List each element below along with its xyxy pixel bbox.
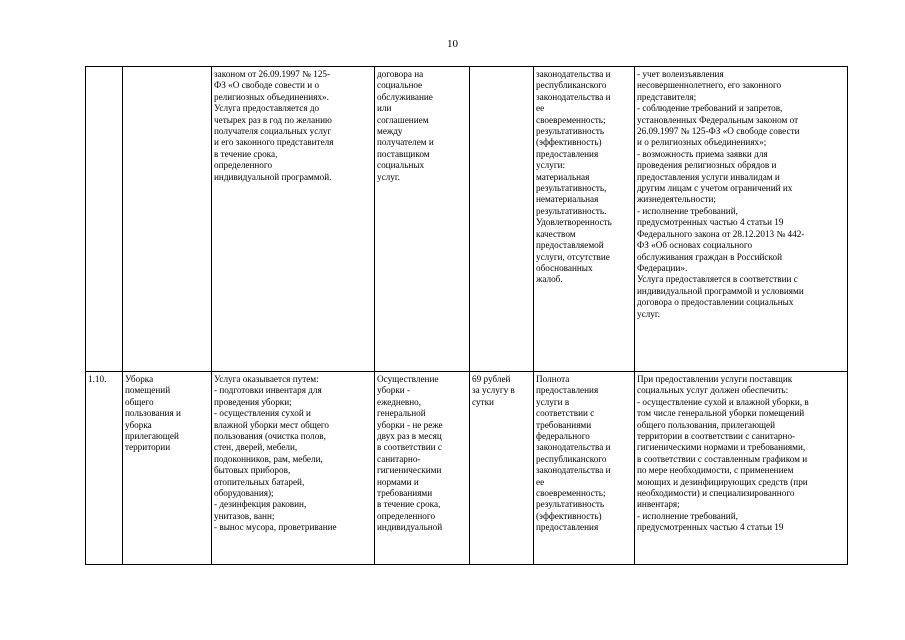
page-number: 10 <box>447 38 458 50</box>
row-number-cell: 1.10. <box>86 372 123 565</box>
quality-indicators-cell: Полнота предоставления услуги в соответствии с требованиями федерального законодательства и республиканского законодательства и ее своевременность; результативность (эффективность) предоставления <box>534 372 635 565</box>
services-table <box>85 66 848 565</box>
table-row <box>86 372 848 565</box>
service-name-cell: Уборка помещений общего пользования и уборка прилегающей территории <box>123 372 212 565</box>
service-name-cell <box>123 67 212 372</box>
service-price-cell: 69 рублей за услугу в сутки <box>470 372 534 565</box>
service-price-cell <box>470 67 534 372</box>
service-schedule-cell: договора на социальное обслуживание или соглашением между получателем и поставщиком социальных услуг. <box>375 67 470 372</box>
service-description-cell: Услуга оказывается путем: - подготовки инвентаря для проведения уборки; - осуществления сухой и влажной уборки мест общего пользования (очистка полов, стен, дверей, мебели, подоконников, рам, мебели, бытовых приборов, отопительных батарей, оборудования); - дезинфекция раковин, унитазов, ванн; - вынос мусора, проветривание <box>212 372 375 565</box>
conditions-cell: - учет волеизъявления несовершеннолетнего, его законного представителя; - соблюдение требований и запретов, установленных Федеральным законом от 26.09.1997 № 125-ФЗ «О свободе совести и о религиозных объединениях»; - возможность приема заявки для проведения религиозных обрядов и предоставления услуги инвалидам и другим лицам с учетом ограничений их жизнедеятельности; - исполнение требований, предусмотренных частью 4 статьи 19 Федерального закона от 28.12.2013 № 442- ФЗ «Об основах социального обслуживания граждан в Российской Федерации». Услуга предоставляется в соответствии с индивидуальной программой и условиями договора о предоставлении социальных услуг. <box>635 67 848 372</box>
row-number-cell <box>86 67 123 372</box>
table-row <box>86 67 848 372</box>
service-description-cell: законом от 26.09.1997 № 125- ФЗ «О свободе совести и о религиозных объединениях». Услуга предоставляется до четырех раз в год по желанию получателя социальных услуг и его законного представителя в течение срока, определенного индивидуальной программой. <box>212 67 375 372</box>
conditions-cell: При предоставлении услуги поставщик социальных услуг должен обеспечить: - осуществление сухой и влажной уборки, в том числе генеральной уборки помещений общего пользования, прилегающей территории в соответствии с санитарно- гигиеническими нормами и требованиями, в соответствии с составленным графиком и по мере необходимости, с применением моющих и дезинфицирующих средств (при необходимости) и специализированного инвентаря; - исполнение требований, предусмотренных частью 4 статьи 19 <box>635 372 848 565</box>
service-schedule-cell: Осуществление уборки - ежедневно, генеральной уборки - не реже двух раз в месяц в соответствии с санитарно- гигиеническими нормами и требованиями в течение срока, определенного индивидуальной <box>375 372 470 565</box>
quality-indicators-cell: законодательства и республиканского законодательства и ее своевременность; результативность (эффективность) предоставления услуги: материальная результативность, нематериальная результативность. Удовлетворенность качеством предоставляемой услуги, отсутствие обоснованных жалоб. <box>534 67 635 372</box>
